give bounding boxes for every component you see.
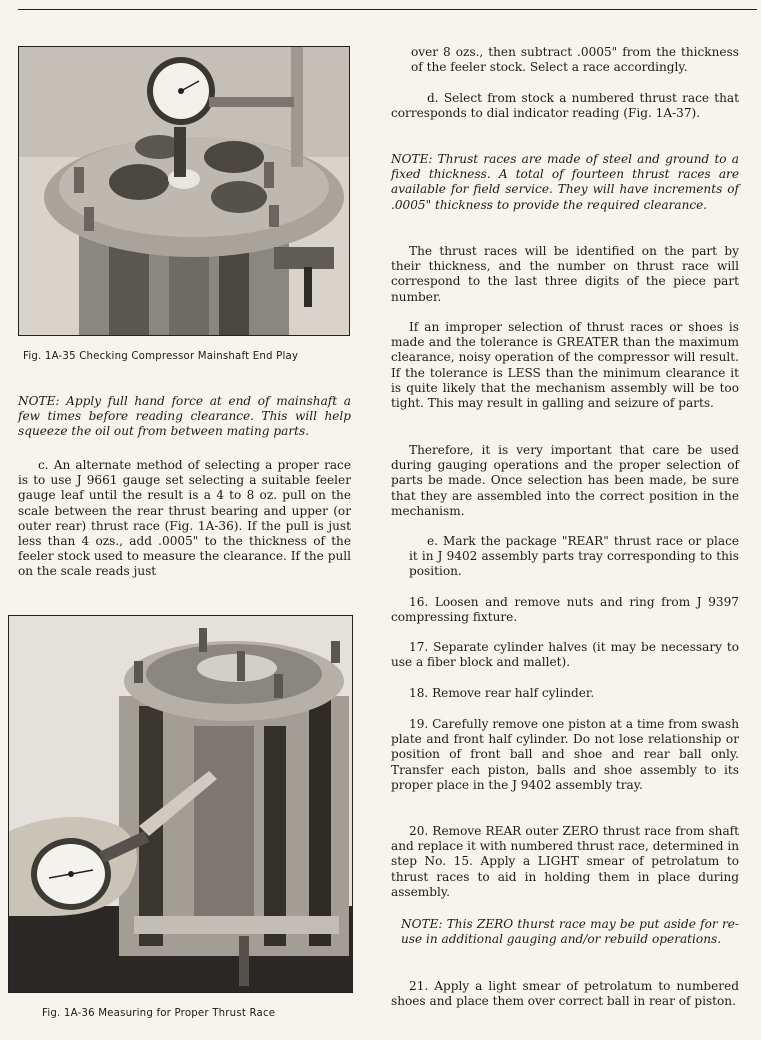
para-thrust-races-identified: The thrust races will be identified on the part by their thickness, and the number on thrust race will correspond to the last three digits of the piece part number. [391, 244, 739, 304]
step-19-remove-piston: 19. Carefully remove one piston at a time from swash plate and front half cylinder. Do not lose relationship or position of front ball and shoe and rear ball only. Transfer each piston, balls and shoe assembly to its proper place in the J 9402 assembly tray. [391, 717, 739, 792]
para-improper-selection: If an improper selection of thrust races or shoes is made and the tolerance is GREATER than the maximum clearance, noisy operation of the compressor will result. If the tolerance is LESS than the minimum clearance it is quite likely that the mechanism assembly will be too tight. This may result in galling and seizure of parts. [391, 320, 739, 411]
note-zero-race: NOTE: This ZERO thurst race may be put aside for re-use in additional gauging and/or rebuild operations. [401, 917, 739, 947]
step-c-alternate-method: c. An alternate method of selecting a proper race is to use J 9661 gauge set selecting a suitable feeler gauge leaf until the result is a 4 to 8 oz. pull on the scale between the rear thrust bearing and upper (or outer rear) thrust race (Fig. 1A-36). If the pull is just less than 4 ozs., add .0005" to the thickness of the feeler stock used to measure the clearance. If the pull on the scale reads just [18, 458, 351, 579]
top-rule [18, 9, 757, 10]
step-16-loosen-nuts: 16. Loosen and remove nuts and ring from J 9397 compressing fixture. [391, 595, 739, 625]
step-e-mark-package: e. Mark the package "REAR" thrust race or place it in J 9402 assembly parts tray corresponding to this position. [409, 534, 739, 579]
step-17-separate-cylinder: 17. Separate cylinder halves (it may be necessary to use a fiber block and mallet). [391, 640, 739, 670]
figure-1a-35-caption: Fig. 1A-35 Checking Compressor Mainshaft End Play [23, 351, 299, 362]
note-full-hand-force: NOTE: Apply full hand force at end of mainshaft a few times before reading clearance. This will help squeeze the oil out from between mating parts. [18, 394, 351, 439]
step-18-remove-rear-half: 18. Remove rear half cylinder. [409, 686, 595, 700]
step-21-apply-petrolatum: 21. Apply a light smear of petrolatum to numbered shoes and place them over correct ball in rear of piston. [391, 979, 739, 1009]
figure-1a-36-caption: Fig. 1A-36 Measuring for Proper Thrust Race [42, 1008, 276, 1019]
figure-1a-35-photo [18, 46, 350, 336]
para-therefore-care: Therefore, it is very important that care be used during gauging operations and the proper selection of parts be made. Once selection has been made, be sure that they are assembled into the correct position in the mechanism. [391, 443, 739, 518]
step-20-remove-zero-race: 20. Remove REAR outer ZERO thrust race from shaft and replace it with numbered thrust race, determined in step No. 15. Apply a LIGHT smear of petrolatum to thrust races to aid in holding them in place during assembly. [391, 824, 739, 899]
figure-1a-36-photo [8, 615, 353, 993]
continuation-text: over 8 ozs., then subtract .0005" from the thickness of the feeler stock. Select a race accordingly. [411, 45, 739, 75]
note-thrust-races: NOTE: Thrust races are made of steel and ground to a fixed thickness. A total of fourteen thrust races are available for field service. They will have increments of .0005" thickness to provide the required clearance. [391, 152, 739, 212]
step-d-select-thrust-race: d. Select from stock a numbered thrust race that corresponds to dial indicator reading (Fig. 1A-37). [391, 91, 739, 121]
